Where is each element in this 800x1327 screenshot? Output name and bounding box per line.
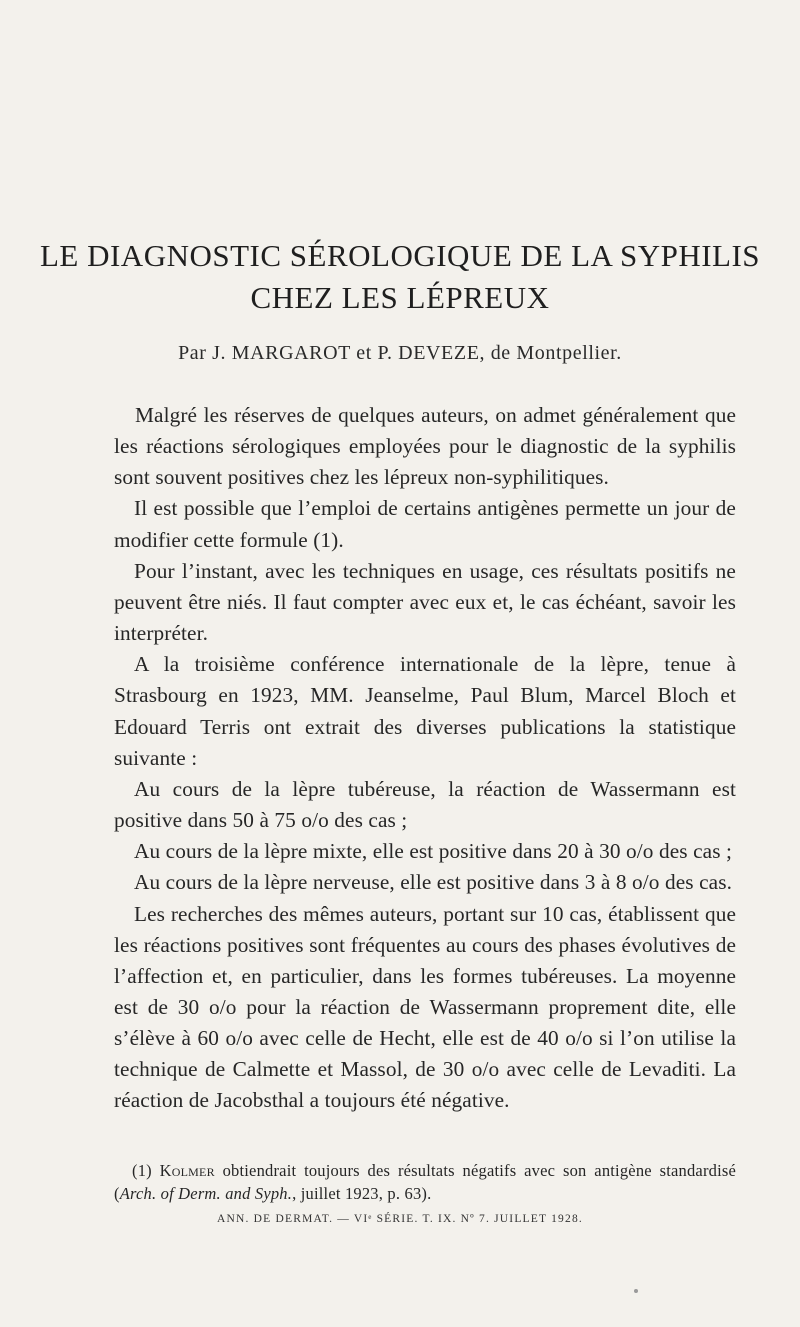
footnote-journal: Arch. of Derm. and Syph. (119, 1184, 293, 1203)
footnote (114, 1159, 736, 1205)
footnote-text-after: , juillet 1923, p. 63). (292, 1184, 432, 1203)
footnote-text-before: obtiendrait toujours des résultats négatifs avec son antigène standardisé ( (114, 1161, 737, 1203)
paragraph: Au cours de la lèpre tubéreuse, la réaction de Wassermann est positive dans 50 à 75 o/o des cas ; (114, 776, 736, 833)
paragraph: Malgré les réserves de quelques auteurs, on admet généralement que les réactions sérologiques employées pour le diagnostic de la syphilis sont souvent positives chez les lépreux non-syphilitiques. (114, 403, 736, 490)
author-byline: Par J. MARGAROT et P. DEVEZE, de Montpellier. (178, 342, 622, 364)
article-body (114, 400, 736, 1117)
article-title-line-2: CHEZ LES LÉPREUX (250, 280, 550, 315)
footnote-marker: (1) (132, 1161, 152, 1180)
paragraph: Pour l’instant, avec les techniques en usage, ces résultats positifs ne peuvent être niés. Il faut compter avec eux et, le cas échéant, savoir les interpréter. (114, 558, 736, 646)
article-title-line-1: LE DIAGNOSTIC SÉROLOGIQUE DE LA SYPHILIS (39, 238, 761, 273)
footnote-author: Kolmer (159, 1161, 215, 1180)
running-footer: ANN. DE DERMAT. — VIᵉ SÉRIE. T. IX. Nº 7. JUILLET 1928. (217, 1213, 583, 1225)
paragraph: Il est possible que l’emploi de certains antigènes permette un jour de modifier cette formule (1). (114, 496, 736, 552)
footnote-text (114, 1159, 736, 1205)
ink-speck (634, 1289, 638, 1293)
paragraph: Au cours de la lèpre mixte, elle est positive dans 20 à 30 o/o des cas ; (134, 839, 733, 864)
paragraph: Au cours de la lèpre nerveuse, elle est positive dans 3 à 8 o/o des cas. (134, 870, 733, 895)
paragraph: Les recherches des mêmes auteurs, portant sur 10 cas, établissent que les réactions positives sont fréquentes au cours des phases évolutives de l’affection et, en particulier, dans les formes tubéreuses. La moyenne est de 30 o/o pour la réaction de Wassermann proprement dite, elle s’élève à 60 o/o avec celle de Hecht, elle est de 40 o/o si l’on utilise la technique de Calmette et Massol, de 30 o/o avec celle de Levaditi. La réaction de Jacobsthal a toujours été négative. (114, 901, 736, 1113)
paragraph: A la troisième conférence internationale de la lèpre, tenue à Strasbourg en 1923, MM. Jeanselme, Paul Blum, Marcel Bloch et Edouard Terris ont extrait des diverses publications la statistique suivante : (114, 652, 736, 770)
